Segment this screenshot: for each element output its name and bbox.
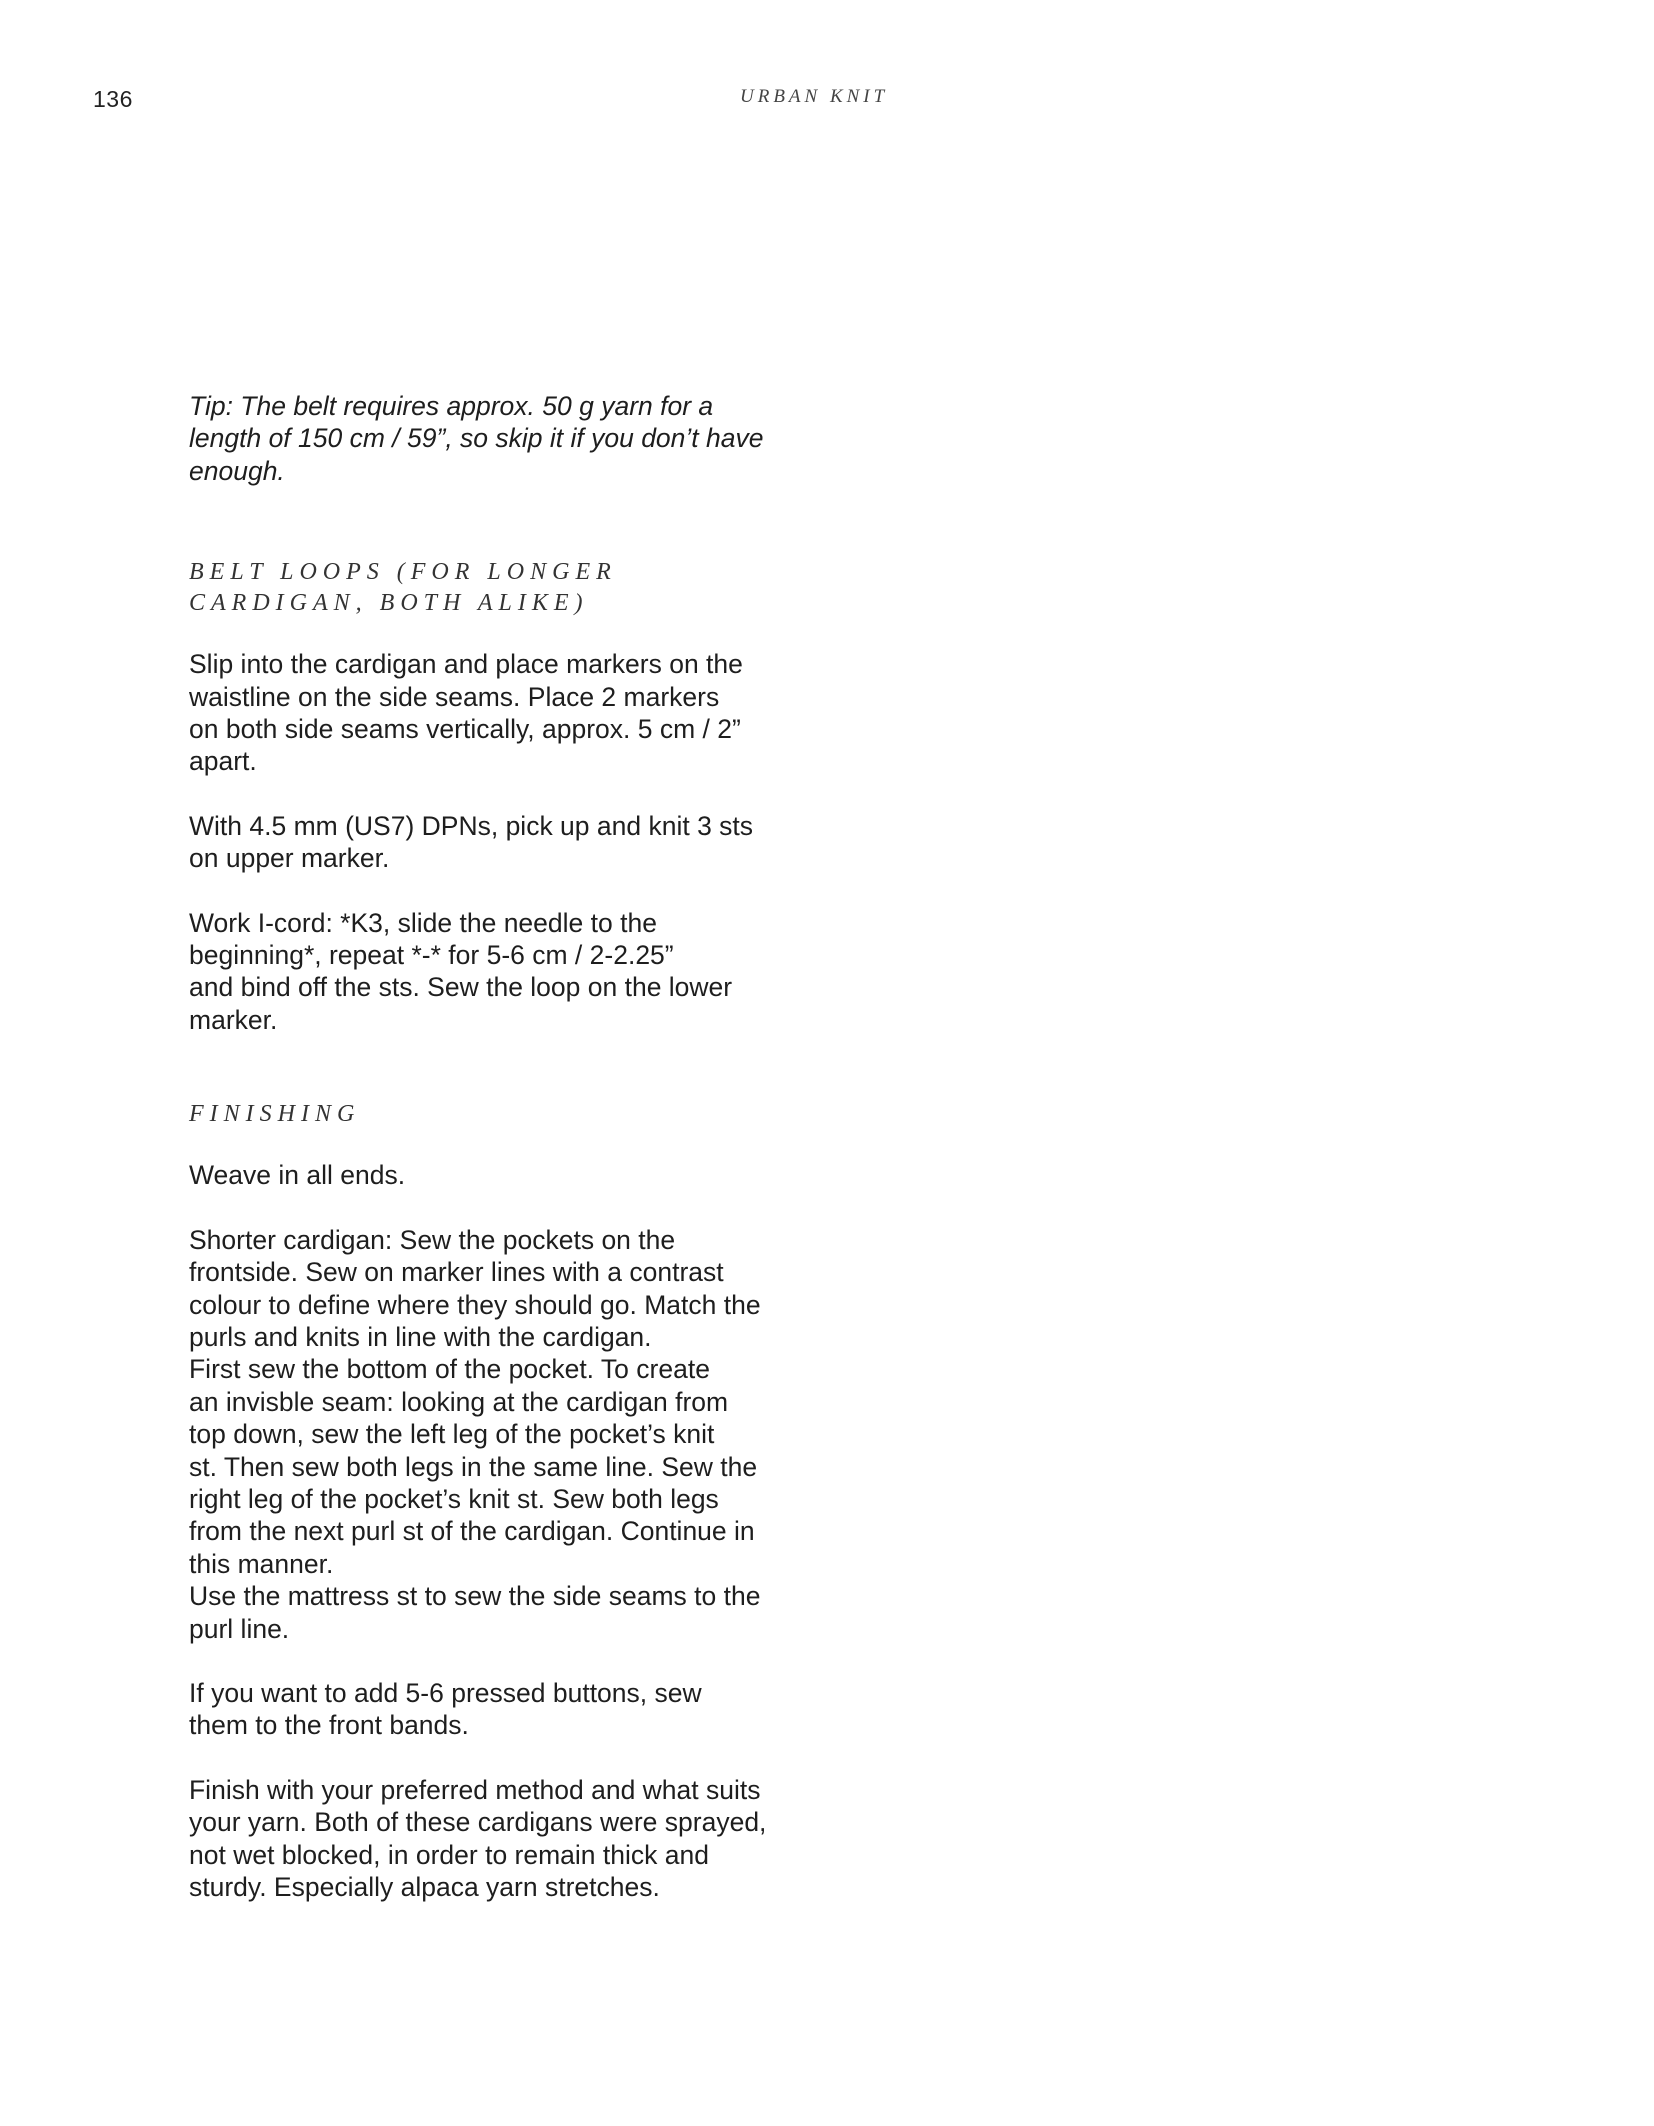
finishing-heading: FINISHING — [189, 1101, 361, 1128]
running-title: URBAN KNIT — [740, 86, 889, 107]
belt-loops-paragraph-2: With 4.5 mm (US7) DPNs, pick up and knit 3 sts on upper marker. — [189, 810, 754, 874]
finishing-paragraph-3: If you want to add 5-6 pressed buttons, sew them to the front bands. — [189, 1677, 702, 1741]
belt-loops-paragraph-3: Work I-cord: *K3, slide the needle to the beginning*, repeat *-* for 5-6 cm / 2-2.25” and bind off the sts. Sew the loop on the lower marker. — [189, 907, 733, 1035]
finishing-paragraph-2: Shorter cardigan: Sew the pockets on the frontside. Sew on marker lines with a contrast colour to define where they should go. Match the purls and knits in line with the cardigan. First sew the bottom of the pocket. To create an invisble seam: looking at the cardigan from top down, sew the left leg of the pocket’s knit st. Then sew both legs in the same line. Sew the right leg of the pocket’s knit st. Sew both legs from the next purl st of the cardigan. Continue in this manner. Use the mattress st to sew the side seams to the purl line. — [189, 1224, 761, 1644]
belt-loops-paragraph-1: Slip into the cardigan and place markers on the waistline on the side seams. Place 2 markers on both side seams vertically, approx. 5 cm / 2” apart. — [189, 649, 743, 777]
finishing-paragraph-1: Weave in all ends. — [189, 1160, 406, 1191]
tip-paragraph: Tip: The belt requires approx. 50 g yarn for a length of 150 cm / 59”, so skip it if you don’t have enough. — [189, 391, 764, 486]
finishing-paragraph-4: Finish with your preferred method and what suits your yarn. Both of these cardigans were sprayed, not wet blocked, in order to remain thick and sturdy. Especially alpaca yarn stretches. — [189, 1774, 767, 1902]
belt-loops-heading: BELT LOOPS (FOR LONGER CARDIGAN, BOTH ALIKE) — [189, 559, 617, 617]
text-column — [189, 390, 809, 1903]
page-number: 136 — [93, 86, 133, 112]
